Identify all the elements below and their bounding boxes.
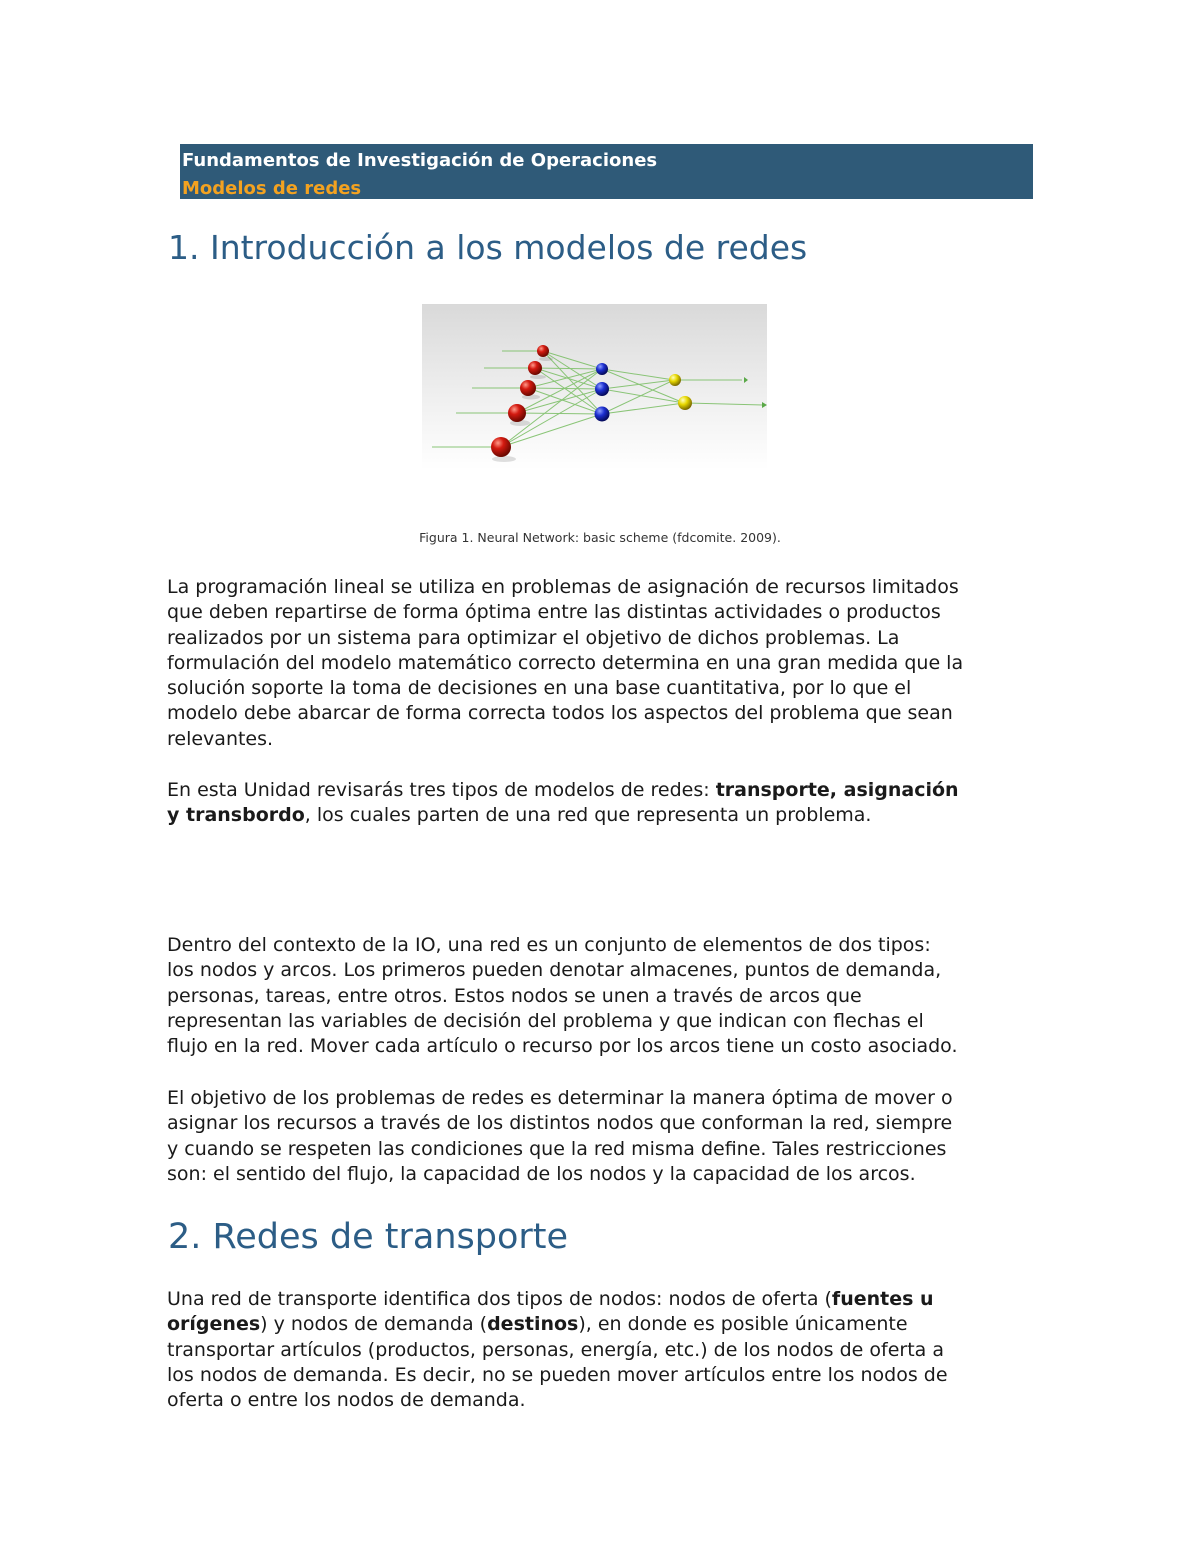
text-span: Una red de transporte identifica dos tipos de nodos: nodos de oferta ( — [167, 1288, 832, 1310]
bold-term: orígenes — [167, 1313, 261, 1336]
figure-caption: Figura 1. Neural Network: basic scheme (fdcomite. 2009). — [419, 530, 781, 545]
neural-network-image — [422, 304, 767, 470]
neural-network-figure — [422, 304, 767, 470]
text-span: En esta Unidad revisarás tres tipos de modelos de redes: — [167, 779, 716, 801]
text-span: ), en donde es posible únicamente — [578, 1313, 908, 1336]
text-line: flujo en la red. Mover cada artículo o recurso por los arcos tiene un costo asociado. — [167, 1035, 958, 1058]
input-node — [508, 404, 526, 422]
text-span: ) y nodos de demanda ( — [260, 1313, 488, 1336]
paragraph-linear-programming — [167, 575, 1047, 752]
text-line: representan las variables de decisión del problema y que indican con flechas el — [167, 1009, 924, 1032]
hidden-node — [595, 407, 610, 422]
text-line: los nodos de demanda. Es decir, no se pueden mover artículos entre los nodos de — [167, 1363, 948, 1386]
hidden-node — [596, 363, 608, 375]
input-node — [491, 437, 511, 457]
text-line: personas, tareas, entre otros. Estos nodos se unen a través de arcos que — [167, 984, 862, 1007]
text-line: transportar artículos (productos, personas, energía, etc.) de los nodos de oferta a — [167, 1338, 944, 1361]
text-line: son: el sentido del flujo, la capacidad de los nodos y la capacidad de los arcos. — [167, 1162, 916, 1185]
text-line — [167, 778, 1047, 803]
text-line — [167, 803, 1047, 828]
paragraph-unit-overview — [167, 778, 1047, 829]
text-line: La programación lineal se utiliza en problemas de asignación de recursos limitados — [167, 576, 959, 598]
paragraph-transport-network — [167, 1287, 1047, 1413]
output-node — [678, 396, 692, 410]
text-line: los nodos y arcos. Los primeros pueden denotar almacenes, puntos de demanda, — [167, 959, 942, 982]
text-line: solución soporte la toma de decisiones en una base cuantitativa, por lo que el — [167, 677, 912, 700]
text-line: que deben repartirse de forma óptima entre las distintas actividades o productos — [167, 601, 941, 624]
unit-subtitle: Modelos de redes — [182, 178, 362, 199]
text-line: modelo debe abarcar de forma correcta todos los aspectos del problema que sean — [167, 702, 953, 725]
text-span: , los cuales parten de una red que representa un problema. — [304, 804, 872, 827]
text-line: y cuando se respeten las condiciones que la red misma define. Tales restricciones — [167, 1137, 947, 1160]
text-line: El objetivo de los problemas de redes es determinar la manera óptima de mover o — [167, 1087, 953, 1109]
section-heading-transport: 2. Redes de transporte — [168, 1217, 569, 1257]
bold-term: fuentes u — [831, 1288, 934, 1310]
text-line: realizados por un sistema para optimizar el objetivo de dichos problemas. La — [167, 626, 900, 649]
bold-term: destinos — [487, 1313, 579, 1336]
hidden-node — [595, 382, 609, 396]
text-line: asignar los recursos a través de los distintos nodos que conforman la red, siempre — [167, 1112, 953, 1135]
text-line: relevantes. — [167, 727, 274, 750]
bold-term: transporte, asignación — [715, 779, 959, 801]
input-node — [537, 345, 549, 357]
document-header-banner — [180, 144, 1033, 199]
text-line: Dentro del contexto de la IO, una red es un conjunto de elementos de dos tipos: — [167, 934, 931, 956]
course-title: Fundamentos de Investigación de Operaciones — [182, 150, 658, 171]
text-line: formulación del modelo matemático correcto determina en una gran medida que la — [167, 651, 964, 674]
text-line: oferta o entre los nodos de demanda. — [167, 1389, 526, 1412]
output-node — [669, 374, 681, 386]
text-line — [167, 1312, 1047, 1337]
text-line — [167, 1287, 1047, 1312]
paragraph-network-objective — [167, 1086, 1047, 1187]
input-node — [528, 361, 542, 375]
bold-term: y transbordo — [167, 804, 305, 827]
input-node — [520, 380, 536, 396]
section-heading-intro: 1. Introducción a los modelos de redes — [168, 228, 808, 267]
paragraph-network-definition — [167, 933, 1047, 1059]
